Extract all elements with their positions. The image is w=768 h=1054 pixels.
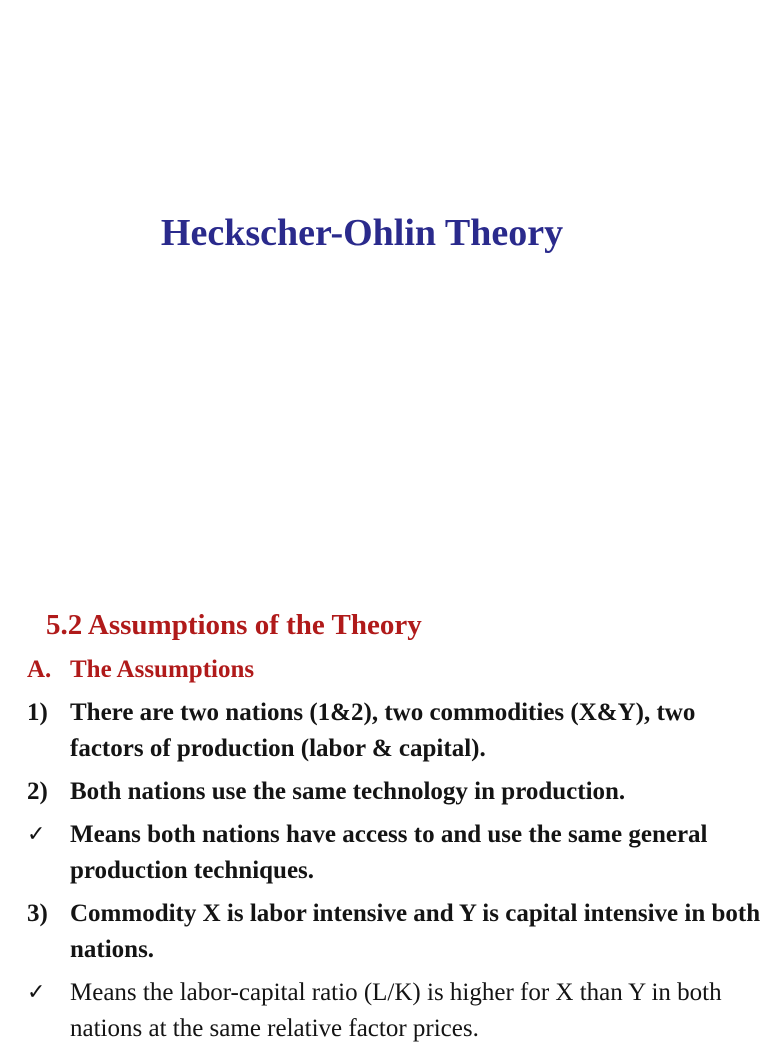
slide-title: Heckscher-Ohlin Theory [160,212,564,254]
list-item-text: There are two nations (1&2), two commodities (X&Y), two factors of production (labor & capital). [70,699,696,762]
list-item [0,774,768,810]
list-marker: 3) [27,900,48,927]
check-icon: ✓ [27,980,46,1005]
list-item-text: Means the labor-capital ratio (L/K) is higher for X than Y in both nations at the same relative factor prices. [70,979,722,1042]
list-item [0,975,768,1047]
list-item [0,896,768,968]
list-marker: A. [27,656,52,683]
list-item-text: Commodity X is labor intensive and Y is capital intensive in both nations. [70,900,761,963]
assumptions-slide [0,580,768,1042]
check-icon: ✓ [27,822,46,847]
list-item [0,695,768,767]
assumptions-list [0,652,768,1054]
list-item [0,817,768,889]
list-item-text: Both nations use the same technology in production. [70,778,626,805]
list-marker: 2) [27,778,48,805]
list-item [0,652,768,688]
list-marker: 1) [27,699,48,726]
list-item-text: Means both nations have access to and use the same general production techniques. [70,821,708,884]
list-item-text: The Assumptions [70,656,255,683]
section-heading: 5.2 Assumptions of the Theory [46,609,422,641]
